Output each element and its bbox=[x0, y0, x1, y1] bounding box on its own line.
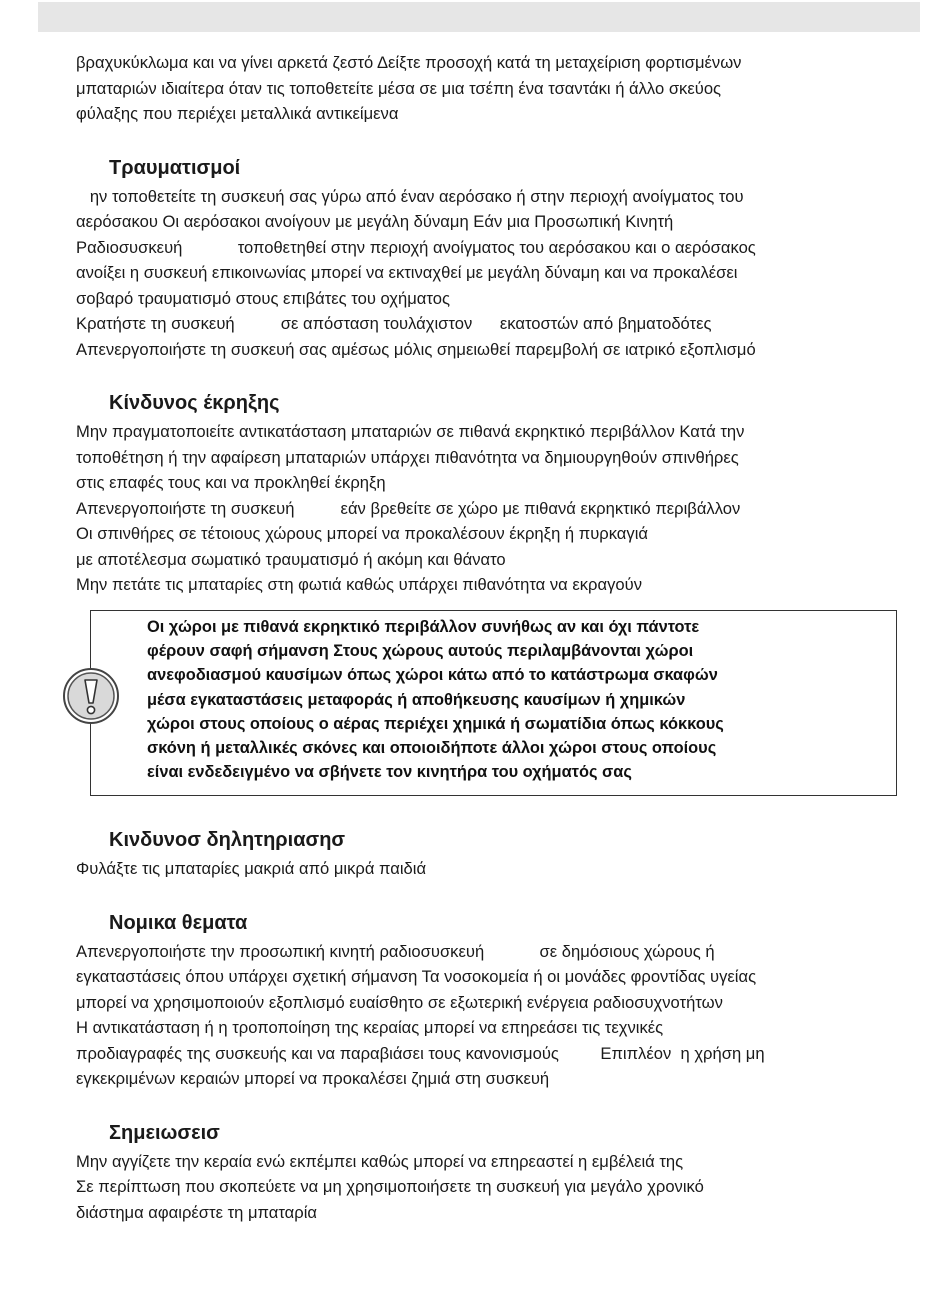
poison-paragraph bbox=[76, 856, 921, 882]
warning-note-box bbox=[90, 610, 897, 796]
explosion-line: Οι σπινθήρες σε τέτοιους χώρους μπορεί να προκαλέσουν έκρηξη ή πυρκαγιά bbox=[76, 524, 648, 543]
note-line: φέρουν σαφή σήμανση Στους χώρους αυτούς περιλαμβάνονται χώροι bbox=[147, 642, 694, 661]
explosion-paragraph bbox=[76, 419, 921, 598]
legal-line: προδιαγραφές της συσκευής και να παραβιάσει τους κανονισμούς Επιπλέον η χρήση μη bbox=[76, 1043, 765, 1063]
section-heading-explosion: Κίνδυνος έκρηξης bbox=[109, 392, 280, 414]
document-body bbox=[76, 50, 921, 598]
injuries-line: Κρατήστε τη συσκευή σε απόσταση τουλάχιστον εκατοστών από βηματοδότες bbox=[76, 314, 712, 333]
section-heading-legal: Νομικα θεματα bbox=[109, 911, 248, 934]
notes-line: διάστημα αφαιρέστε τη μπαταρία bbox=[76, 1202, 317, 1222]
explosion-line: Μην πετάτε τις μπαταρίες στη φωτιά καθώς υπάρχει πιθανότητα να εκραγούν bbox=[76, 575, 642, 594]
injuries-line: ην τοποθετείτε τη συσκευή σας γύρω από έναν αερόσακο ή στην περιοχή ανοίγματος του bbox=[76, 186, 744, 206]
note-line: σκόνη ή μεταλλικές σκόνες και οποιοιδήποτε άλλοι χώροι στους οποίους bbox=[147, 739, 717, 758]
note-line: χώροι στους οποίους ο αέρας περιέχει χημικά ή σωματίδια όπως κόκκους bbox=[147, 714, 724, 733]
note-line: Οι χώροι με πιθανά εκρηκτικό περιβάλλον συνήθως αν και όχι πάντοτε bbox=[147, 618, 700, 636]
explosion-line: Μην πραγματοποιείτε αντικατάσταση μπαταριών σε πιθανά εκρηκτικό περιβάλλον Κατά την bbox=[76, 422, 745, 441]
note-line: ανεφοδιασμού καυσίμων όπως χώροι κάτω από το κατάστρωμα σκαφών bbox=[147, 666, 718, 685]
intro-line: μπαταριών ιδιαίτερα όταν τις τοποθετείτε μέσα σε μια τσέπη ένα τσαντάκι ή άλλο σκεύος bbox=[76, 78, 722, 98]
injuries-paragraph bbox=[76, 184, 921, 363]
legal-line: Απενεργοποιήστε την προσωπική κινητή ραδιοσυσκευή σε δημόσιους χώρους ή bbox=[76, 941, 715, 961]
legal-line: εγκαταστάσεις όπου υπάρχει σχετική σήμανση Τα νοσοκομεία ή οι μονάδες φροντίδας υγείας bbox=[76, 967, 757, 986]
note-line: είναι ενδεδειγμένο να σβήνετε τον κινητήρα του οχήματός σας bbox=[147, 763, 632, 782]
injuries-line: Ραδιοσυσκευή τοποθετηθεί στην περιοχή ανοίγματος του αερόσακου και ο αερόσακος bbox=[76, 237, 756, 257]
explosion-line: Απενεργοποιήστε τη συσκευή εάν βρεθείτε σε χώρο με πιθανά εκρηκτικό περιβάλλον bbox=[76, 498, 741, 518]
section-heading-injuries: Τραυματισμοί bbox=[109, 156, 241, 179]
legal-line: εγκεκριμένων κεραιών μπορεί να προκαλέσει ζημιά στη συσκευή bbox=[76, 1069, 550, 1088]
notes-line: Σε περίπτωση που σκοπεύετε να μη χρησιμοποιήσετε τη συσκευή για μεγάλο χρονικό bbox=[76, 1177, 704, 1196]
intro-line: φύλαξης που περιέχει μεταλλικά αντικείμενα bbox=[76, 104, 399, 123]
intro-paragraph bbox=[76, 50, 921, 127]
injuries-line: Απενεργοποιήστε τη συσκευή σας αμέσως μόλις σημειωθεί παρεμβολή σε ιατρικό εξοπλισμό bbox=[76, 339, 756, 359]
explosion-line: στις επαφές τους και να προκληθεί έκρηξη bbox=[76, 473, 386, 492]
warning-note-text bbox=[147, 615, 892, 784]
explosion-line: με αποτέλεσμα σωματικό τραυματισμό ή ακόμη και θάνατο bbox=[76, 549, 506, 569]
notes-paragraph bbox=[76, 1149, 921, 1226]
page-header-bar bbox=[38, 2, 920, 32]
injuries-line: ανοίξει η συσκευή επικοινωνίας μπορεί να εκτιναχθεί με μεγάλη δύναμη και να προκαλέσει bbox=[76, 263, 738, 282]
document-body-lower bbox=[76, 826, 921, 1225]
explosion-line: τοποθέτηση ή την αφαίρεση μπαταριών υπάρχει πιθανότητα να δημιουργηθούν σπινθήρες bbox=[76, 447, 739, 467]
injuries-line: αερόσακου Οι αερόσακοι ανοίγουν με μεγάλη δύναμη Εάν μια Προσωπική Κινητή bbox=[76, 212, 674, 231]
section-heading-notes: Σημειωσεισ bbox=[109, 1121, 220, 1144]
poison-line: Φυλάξτε τις μπαταρίες μακριά από μικρά παιδιά bbox=[76, 859, 427, 878]
note-line: μέσα εγκαταστάσεις μεταφοράς ή αποθήκευσης καυσίμων ή χημικών bbox=[147, 690, 686, 709]
legal-line: Η αντικατάσταση ή η τροποποίηση της κεραίας μπορεί να επηρεάσει τις τεχνικές bbox=[76, 1018, 664, 1037]
notes-line: Μην αγγίζετε την κεραία ενώ εκπέμπει καθώς μπορεί να επηρεαστεί η εμβέλειά της bbox=[76, 1151, 684, 1171]
legal-line: μπορεί να χρησιμοποιούν εξοπλισμό ευαίσθητο σε εξωτερική ενέργεια ραδιοσυχνοτήτων bbox=[76, 992, 723, 1012]
legal-paragraph bbox=[76, 939, 921, 1092]
intro-line: βραχυκύκλωμα και να γίνει αρκετά ζεστό Δείξτε προσοχή κατά τη μεταχείριση φορτισμένων bbox=[76, 53, 742, 72]
section-heading-poison: Κινδυνοσ δηλητηριασησ bbox=[109, 829, 346, 851]
injuries-line: σοβαρό τραυματισμό στους επιβάτες του οχήματος bbox=[76, 288, 450, 308]
warning-exclamation-icon bbox=[62, 667, 120, 725]
